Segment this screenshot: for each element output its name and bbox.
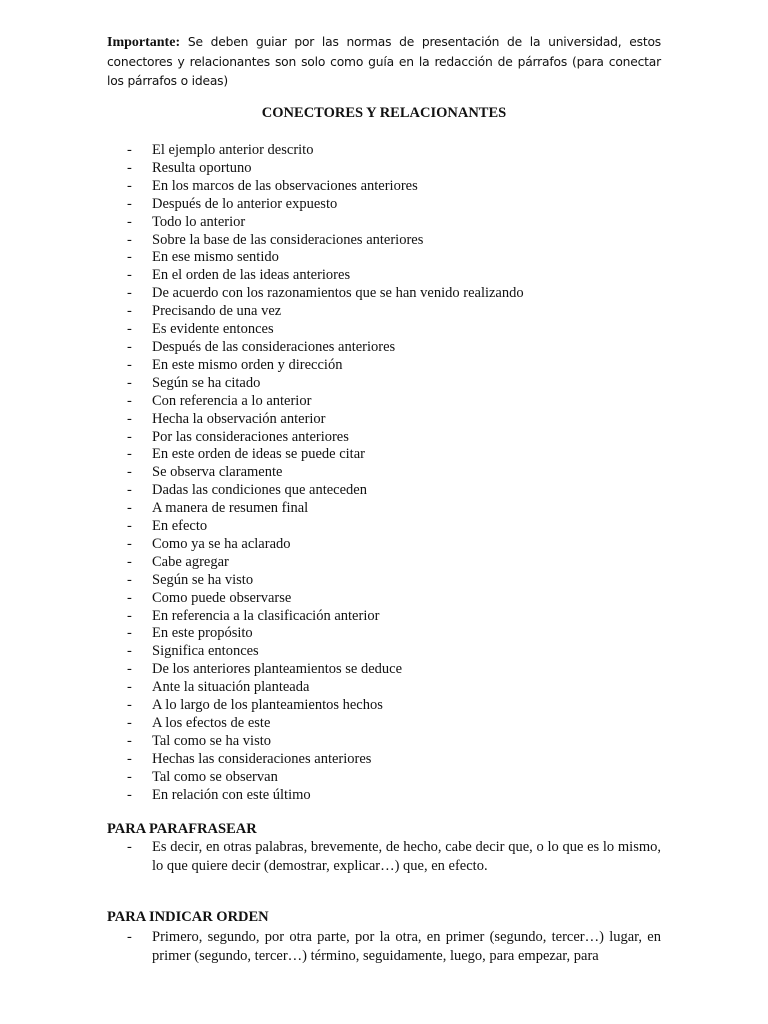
list-item <box>127 285 524 303</box>
list-item <box>127 572 524 590</box>
connector-text: De los anteriores planteamientos se deduce <box>152 661 403 678</box>
section-title-connectors: CONECTORES Y RELACIONANTES <box>261 105 507 121</box>
bullet-dash: - <box>127 679 132 696</box>
bullet-dash: - <box>127 267 132 284</box>
connector-text: En los marcos de las observaciones anteriores <box>152 177 418 194</box>
list-item <box>127 518 524 536</box>
connector-text: En este orden de ideas se puede citar <box>152 446 365 463</box>
connector-text: Resulta oportuno <box>152 159 252 176</box>
connector-text: Tal como se ha visto <box>152 732 271 749</box>
list-item <box>127 697 524 715</box>
bullet-dash: - <box>127 500 132 517</box>
list-item <box>127 357 524 375</box>
connector-text: Con referencia a lo anterior <box>152 392 312 409</box>
bullet-dash: - <box>127 321 132 338</box>
bullet-dash: - <box>127 607 132 624</box>
list-item <box>127 500 524 518</box>
connector-text: Dadas las condiciones que anteceden <box>152 482 367 499</box>
connector-text: En ese mismo sentido <box>152 249 279 266</box>
connector-text: Según se ha visto <box>152 571 254 588</box>
bullet-dash: - <box>127 303 132 320</box>
bullet-dash: - <box>127 929 132 945</box>
list-item <box>127 446 524 464</box>
list-item <box>127 393 524 411</box>
list-item <box>127 733 524 751</box>
bullet-dash: - <box>127 177 132 194</box>
bullet-dash: - <box>127 715 132 731</box>
connector-text: Significa entonces <box>152 643 259 660</box>
bullet-dash: - <box>127 159 132 176</box>
connector-text: El ejemplo anterior descrito <box>152 142 314 158</box>
order-item <box>127 928 661 965</box>
connector-text: Tal como se observan <box>152 768 278 785</box>
connector-text: En este propósito <box>152 625 253 642</box>
list-item <box>127 661 524 679</box>
bullet-dash: - <box>127 392 132 409</box>
bullet-dash: - <box>127 518 132 535</box>
list-item <box>127 482 524 500</box>
list-item <box>127 715 524 733</box>
bullet-dash: - <box>127 374 132 391</box>
bullet-dash: - <box>127 589 132 606</box>
list-item <box>127 249 524 267</box>
list-item <box>127 321 524 339</box>
bullet-dash: - <box>127 356 132 373</box>
list-item <box>127 232 524 250</box>
list-item <box>127 375 524 393</box>
paraphrase-heading: PARA PARAFRASEAR <box>107 821 257 837</box>
bullet-dash: - <box>127 446 132 463</box>
bullet-dash: - <box>127 839 132 855</box>
list-item <box>127 142 524 160</box>
intro-label: Importante <box>107 35 176 50</box>
order-heading: PARA INDICAR ORDEN <box>107 909 269 925</box>
list-item <box>127 411 524 429</box>
list-item <box>127 429 524 447</box>
bullet-dash: - <box>127 786 132 803</box>
list-item <box>127 267 524 285</box>
bullet-dash: - <box>127 535 132 552</box>
list-item <box>127 643 524 661</box>
connector-text: Según se ha citado <box>152 374 261 391</box>
list-item <box>127 464 524 482</box>
bullet-dash: - <box>127 571 132 588</box>
list-item <box>127 160 524 178</box>
list-item <box>127 339 524 357</box>
list-item <box>127 303 524 321</box>
connector-text: Como puede observarse <box>152 589 292 606</box>
bullet-dash: - <box>127 768 132 785</box>
connector-text: Hecha la observación anterior <box>152 410 326 427</box>
connector-text: En este mismo orden y dirección <box>152 356 343 373</box>
bullet-dash: - <box>127 410 132 427</box>
paraphrase-text: Es decir, en otras palabras, brevemente, de hecho, cabe decir que, o lo que es lo mismo, lo que quiere decir (demostrar, explicar…) que, en efecto. <box>152 839 661 874</box>
list-item <box>127 769 524 787</box>
list-item <box>127 679 524 697</box>
intro-text: Se deben guiar por las normas de presentación de la universidad, estos conectores y relacionantes son solo como guía en la redacción de párrafos (para conectar los párrafos o ideas) <box>107 35 661 88</box>
connector-text: Hechas las consideraciones anteriores <box>152 750 372 767</box>
connector-text: Después de lo anterior expuesto <box>152 195 338 212</box>
bullet-dash: - <box>127 553 132 570</box>
list-item <box>127 178 524 196</box>
list-item <box>127 214 524 232</box>
bullet-dash: - <box>127 285 132 302</box>
paraphrase-item <box>127 838 661 875</box>
bullet-dash: - <box>127 750 132 767</box>
bullet-dash: - <box>127 195 132 212</box>
connector-text: Precisando de una vez <box>152 303 282 320</box>
intro-label-colon: : <box>175 35 181 50</box>
connector-text: A lo largo de los planteamientos hechos <box>152 697 383 714</box>
order-text: Primero, segundo, por otra parte, por la otra, en primer (segundo, tercer…) lugar, en primer (segundo, tercer…) término, seguidamente, luego, para empezar, para <box>152 929 661 964</box>
bullet-dash: - <box>127 625 132 642</box>
list-item <box>127 751 524 769</box>
list-item <box>127 554 524 572</box>
list-item <box>127 196 524 214</box>
intro-paragraph <box>107 33 661 92</box>
bullet-dash: - <box>127 661 132 678</box>
bullet-dash: - <box>127 249 132 266</box>
connector-text: En efecto <box>152 518 208 535</box>
list-item <box>127 625 524 643</box>
connector-text: Ante la situación planteada <box>152 679 310 696</box>
connector-text: Se observa claramente <box>152 464 283 481</box>
bullet-dash: - <box>127 732 132 749</box>
connector-text: Sobre la base de las consideraciones anteriores <box>152 231 424 248</box>
bullet-dash: - <box>127 231 132 248</box>
connectors-list <box>127 142 524 805</box>
bullet-dash: - <box>127 142 132 158</box>
connector-text: A los efectos de este <box>152 715 271 731</box>
connector-text: Cabe agregar <box>152 553 229 570</box>
bullet-dash: - <box>127 464 132 481</box>
list-item <box>127 536 524 554</box>
connector-text: Es evidente entonces <box>152 321 274 338</box>
bullet-dash: - <box>127 213 132 230</box>
connector-text: En referencia a la clasificación anterior <box>152 607 380 624</box>
connector-text: Por las consideraciones anteriores <box>152 428 349 445</box>
connector-text: A manera de resumen final <box>152 500 309 517</box>
connector-text: Todo lo anterior <box>152 213 246 230</box>
connector-text: Después de las consideraciones anteriores <box>152 338 396 355</box>
bullet-dash: - <box>127 338 132 355</box>
bullet-dash: - <box>127 428 132 445</box>
list-item <box>127 608 524 626</box>
list-item <box>127 590 524 608</box>
connector-text: En relación con este último <box>152 786 311 803</box>
connector-text: En el orden de las ideas anteriores <box>152 267 351 284</box>
connector-text: De acuerdo con los razonamientos que se han venido realizando <box>152 285 524 302</box>
list-item <box>127 787 524 805</box>
connector-text: Como ya se ha aclarado <box>152 535 291 552</box>
bullet-dash: - <box>127 697 132 714</box>
bullet-dash: - <box>127 482 132 499</box>
bullet-dash: - <box>127 643 132 660</box>
